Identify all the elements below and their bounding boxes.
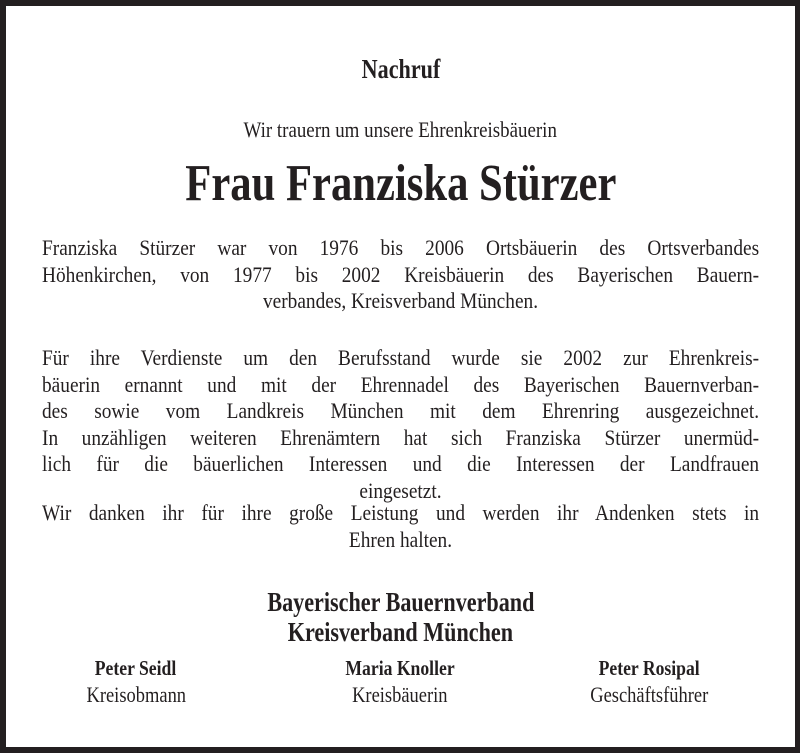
- text-line: Franziska Stürzer war von 1976 bis 2006 Ortsbäuerin des Ortsverbandes: [42, 235, 760, 260]
- text-line: Ehren halten.: [348, 526, 453, 552]
- text-line: verbandes, Kreisverband München.: [262, 288, 539, 313]
- organization-branch: Kreisverband München: [287, 617, 514, 647]
- signatory-role: Kreisobmann: [86, 682, 186, 707]
- text-line: des sowie vom Landkreis München mit dem Ehrenring ausgezeichnet.: [42, 398, 760, 423]
- paragraph-thanks: [42, 500, 759, 553]
- text-line: Für ihre Verdienste um den Berufsstand wurde sie 2002 zur Ehrenkreis-: [42, 345, 760, 370]
- text-line: Wir danken ihr für ihre große Leistung und werden ihr Andenken stets in: [42, 500, 760, 525]
- intro-line: Wir trauern um unsere Ehrenkreisbäuerin: [243, 117, 558, 142]
- signatory-role: Kreisbäuerin: [352, 682, 448, 707]
- text-line: eingesetzt.: [359, 477, 442, 503]
- signatory-name: Peter Seidl: [95, 656, 177, 680]
- signatory-name: Peter Rosipal: [598, 656, 700, 680]
- organization-name: Bayerischer Bauernverband: [266, 587, 535, 617]
- paragraph-career: [42, 235, 759, 315]
- organization-block: [6, 587, 795, 647]
- signatory: [6, 656, 266, 708]
- notice-heading: Nachruf: [361, 54, 440, 84]
- text-line: Höhenkirchen, von 1977 bis 2002 Kreisbäuerin des Bayerischen Bauern-: [42, 261, 760, 287]
- text-line: In unzähligen weiteren Ehrenämtern hat sich Franziska Stürzer unermüd-: [42, 424, 760, 450]
- text-line: bäuerin ernannt und mit der Ehrennadel des Bayerischen Bauernverban-: [42, 371, 760, 397]
- signatory: [519, 656, 779, 708]
- paragraph-honors: [42, 345, 759, 504]
- signatory: [270, 656, 530, 708]
- text-line: lich für die bäuerlichen Interessen und die Interessen der Landfrauen: [42, 451, 760, 476]
- signatory-role: Geschäftsführer: [589, 682, 709, 707]
- deceased-name: Frau Franziska Stürzer: [184, 155, 617, 212]
- signatory-name: Maria Knoller: [345, 656, 455, 680]
